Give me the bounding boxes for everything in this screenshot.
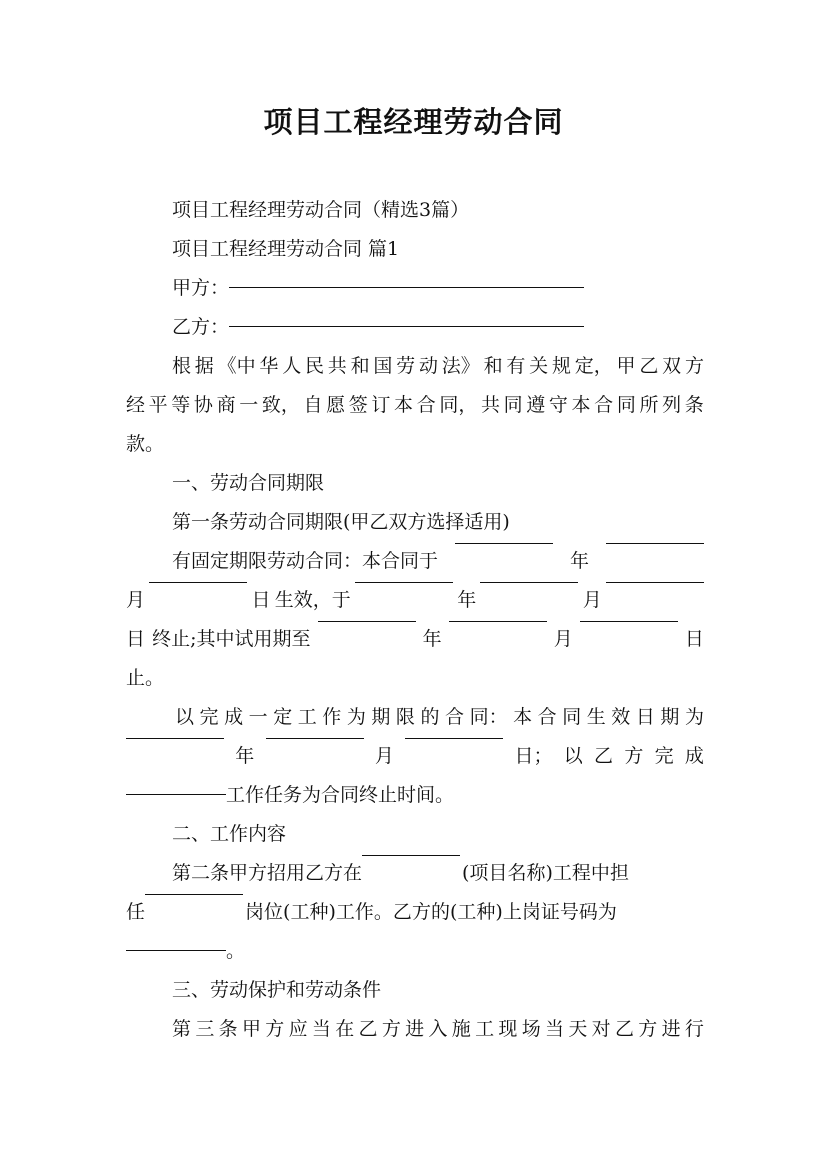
year-label: 年	[569, 550, 589, 572]
text-glyph: 进	[661, 1018, 681, 1040]
task-by-1: 以	[563, 745, 583, 767]
text-glyph: 签	[348, 394, 368, 416]
text-glyph: 经	[126, 394, 146, 416]
text-glyph: 在	[335, 1018, 355, 1040]
task-by-5: 成	[684, 745, 704, 767]
day-label: 日	[251, 589, 271, 611]
text-glyph: 工	[475, 1018, 495, 1040]
text-glyph: 民	[304, 355, 324, 377]
text-glyph: 华	[259, 355, 279, 377]
text-glyph: 合	[445, 706, 465, 728]
text-glyph: 甲	[616, 355, 636, 377]
blank-end-year	[355, 581, 453, 583]
blank-task-day	[405, 737, 503, 739]
text-glyph: 《中	[217, 355, 256, 377]
text-glyph: 天	[568, 1018, 588, 1040]
text-glyph: 方	[684, 355, 704, 377]
text-glyph: 条	[684, 394, 704, 416]
text-glyph: 岗	[521, 901, 541, 923]
text-glyph: 本	[571, 394, 591, 416]
text-glyph: 号	[559, 901, 579, 923]
text-glyph: 日	[635, 706, 655, 728]
party-a-blank	[229, 286, 584, 288]
intro-line-3: 款。	[126, 433, 165, 455]
text-glyph: 担	[609, 862, 629, 884]
text-glyph: 工	[297, 706, 317, 728]
blank-position	[145, 893, 243, 895]
text-glyph: 自	[303, 394, 323, 416]
text-glyph: 限	[395, 706, 415, 728]
text-glyph: 合	[594, 394, 614, 416]
blank-trial-day	[580, 620, 678, 622]
party-a-line	[172, 269, 704, 308]
text-glyph: 守	[548, 394, 568, 416]
text-glyph: 上	[502, 901, 522, 923]
article-2-line-2	[126, 893, 704, 932]
blank-end-month	[480, 581, 578, 583]
text-glyph: 等	[171, 394, 191, 416]
text-glyph: 共	[480, 394, 500, 416]
party-b-blank	[229, 325, 584, 327]
text-glyph: 作	[322, 706, 342, 728]
text-glyph: 规	[551, 355, 571, 377]
text-glyph: 合	[416, 394, 436, 416]
blank-month	[606, 542, 704, 544]
fixed-term-line-2	[126, 581, 704, 620]
text-glyph: 列	[662, 394, 682, 416]
year-label: 年	[422, 628, 442, 650]
text-glyph: 种)	[476, 901, 503, 923]
task-by-3: 方	[624, 745, 644, 767]
section-title: 项目工程经理劳动合同 篇1	[172, 238, 400, 260]
text-glyph: 岗	[245, 901, 265, 923]
text-glyph: 为	[346, 706, 366, 728]
text-glyph: 商	[216, 394, 236, 416]
text-glyph: 称)	[526, 862, 553, 884]
text-glyph: 作。	[354, 901, 393, 923]
text-glyph: 工	[457, 901, 477, 923]
month-label: 月	[374, 745, 394, 767]
text-glyph: 人	[282, 355, 302, 377]
text-glyph: 第	[172, 1018, 192, 1040]
blank-trial-year	[318, 620, 416, 622]
blank-project-name	[362, 854, 460, 856]
text-glyph: 本	[513, 706, 533, 728]
intro-line-2	[126, 386, 704, 425]
article-2-ren: 任	[126, 901, 146, 923]
text-glyph: 愿	[326, 394, 346, 416]
text-glyph: 有	[506, 355, 526, 377]
text-glyph: 定，	[574, 355, 613, 377]
text-glyph: 甲	[241, 1018, 261, 1040]
text-glyph: 成	[224, 706, 244, 728]
text-glyph: 根	[172, 355, 192, 377]
text-glyph: 以	[175, 706, 195, 728]
text-glyph: 入	[428, 1018, 448, 1040]
task-term-line-1	[175, 698, 704, 737]
text-glyph: 码	[578, 901, 598, 923]
text-glyph: 本	[394, 394, 414, 416]
text-glyph: 完	[199, 706, 219, 728]
party-b-label: 乙方：	[172, 316, 230, 338]
text-glyph: 应	[288, 1018, 308, 1040]
task-term-line-3	[126, 776, 704, 815]
text-glyph: 效	[611, 706, 631, 728]
text-glyph: 方	[411, 901, 431, 923]
blank-day	[149, 581, 247, 583]
blank-year	[455, 542, 553, 544]
end-text: 终止;其中试用期至	[152, 628, 311, 650]
period: 。	[226, 940, 246, 962]
text-glyph: 定	[273, 706, 293, 728]
text-glyph: 和	[483, 355, 503, 377]
text-glyph: 乙	[358, 1018, 378, 1040]
text-glyph: 同：	[469, 706, 508, 728]
blank-task-month	[266, 737, 364, 739]
text-glyph: 为	[684, 706, 704, 728]
text-glyph: (项	[462, 862, 489, 884]
text-glyph: 工	[335, 901, 355, 923]
intro-line-1	[172, 347, 704, 386]
text-glyph: 方	[638, 1018, 658, 1040]
text-glyph: 同，	[439, 394, 478, 416]
party-b-line	[172, 308, 704, 347]
month-label: 月	[582, 589, 602, 611]
effective-text: 生效，于	[274, 589, 351, 611]
text-glyph: 程	[571, 862, 591, 884]
text-glyph: 名	[507, 862, 527, 884]
text-glyph: 致，	[261, 394, 300, 416]
blank-end-day	[606, 581, 704, 583]
text-glyph: 劳	[396, 355, 416, 377]
text-glyph: 工	[552, 862, 572, 884]
article-1: 第一条劳动合同期限(甲乙双方选择适用)	[172, 511, 510, 533]
text-glyph: 当	[311, 1018, 331, 1040]
article-2-text: 第二条甲方招用乙方在	[172, 862, 363, 884]
task-by-2: 乙	[594, 745, 614, 767]
blank-task-year	[126, 737, 224, 739]
text-glyph: 期	[371, 706, 391, 728]
text-glyph: 合	[537, 706, 557, 728]
month-label: 月	[553, 628, 573, 650]
text-glyph: 进	[405, 1018, 425, 1040]
text-glyph: 中	[590, 862, 610, 884]
heading-1: 一、劳动合同期限	[172, 472, 325, 494]
text-glyph: 协	[193, 394, 213, 416]
text-glyph: 遵	[526, 394, 546, 416]
text-glyph: 订	[371, 394, 391, 416]
blank-trial-month	[449, 620, 547, 622]
text-glyph: 条	[218, 1018, 238, 1040]
article-2-line-1	[172, 854, 704, 893]
text-glyph: 共	[327, 355, 347, 377]
heading-2: 二、工作内容	[172, 823, 287, 845]
blank-task-name	[126, 793, 226, 795]
day-label: 日；	[514, 745, 553, 767]
text-glyph: 国	[373, 355, 393, 377]
article-2-line-2-tail	[245, 893, 704, 932]
text-glyph: 双	[662, 355, 682, 377]
subtitle: 项目工程经理劳动合同（精选3篇）	[172, 199, 470, 221]
text-glyph: 现	[498, 1018, 518, 1040]
text-glyph: 生	[586, 706, 606, 728]
text-glyph: 乙	[614, 1018, 634, 1040]
heading-3: 三、劳动保护和劳动条件	[172, 979, 382, 1001]
text-glyph: 工	[290, 901, 310, 923]
fixed-term-line-3	[126, 620, 704, 659]
task-term-line-2	[126, 737, 704, 776]
fixed-term-line-4: 止。	[126, 667, 165, 689]
document-title: 项目工程经理劳动合同	[263, 105, 564, 139]
text-glyph: 和	[350, 355, 370, 377]
text-glyph: 同	[503, 394, 523, 416]
month-label: 月	[126, 589, 146, 611]
text-glyph: 关	[529, 355, 549, 377]
text-glyph: 所	[639, 394, 659, 416]
text-glyph: 当	[545, 1018, 565, 1040]
text-glyph: 乙	[639, 355, 659, 377]
year-label: 年	[235, 745, 255, 767]
article-2-line-3	[126, 932, 704, 971]
year-label: 年	[457, 589, 477, 611]
text-glyph: 目	[488, 862, 508, 884]
blank-certificate-number	[126, 949, 226, 951]
text-glyph: 一	[239, 394, 259, 416]
text-glyph: 行	[684, 1018, 704, 1040]
text-glyph: 位(	[264, 901, 291, 923]
text-glyph: 种)	[309, 901, 336, 923]
text-glyph: 同	[616, 394, 636, 416]
day-label: 日	[126, 628, 146, 650]
task-end-text: 工作任务为合同终止时间。	[226, 784, 455, 806]
text-glyph: 据	[194, 355, 214, 377]
text-glyph: 为	[597, 901, 617, 923]
text-glyph: 施	[451, 1018, 471, 1040]
task-by-4: 完	[654, 745, 674, 767]
text-glyph: 法》	[441, 355, 480, 377]
party-a-label: 甲方：	[172, 277, 230, 299]
text-glyph: 一	[248, 706, 268, 728]
text-glyph: 方	[265, 1018, 285, 1040]
text-glyph: 证	[540, 901, 560, 923]
text-glyph: 期	[660, 706, 680, 728]
article-2-tail	[462, 854, 704, 893]
article-3-line-1	[172, 1010, 704, 1049]
text-glyph: 的	[420, 706, 440, 728]
text-glyph: 方	[381, 1018, 401, 1040]
text-glyph: 乙	[392, 901, 412, 923]
fixed-term-text: 有固定期限劳动合同：本合同于	[172, 550, 439, 572]
text-glyph: 的(	[430, 901, 458, 923]
fixed-term-line-1	[172, 542, 704, 581]
text-glyph: 对	[591, 1018, 611, 1040]
text-glyph: 平	[148, 394, 168, 416]
text-glyph: 三	[195, 1018, 215, 1040]
text-glyph: 同	[562, 706, 582, 728]
text-glyph: 动	[418, 355, 438, 377]
day-label: 日	[684, 628, 704, 650]
text-glyph: 场	[521, 1018, 541, 1040]
